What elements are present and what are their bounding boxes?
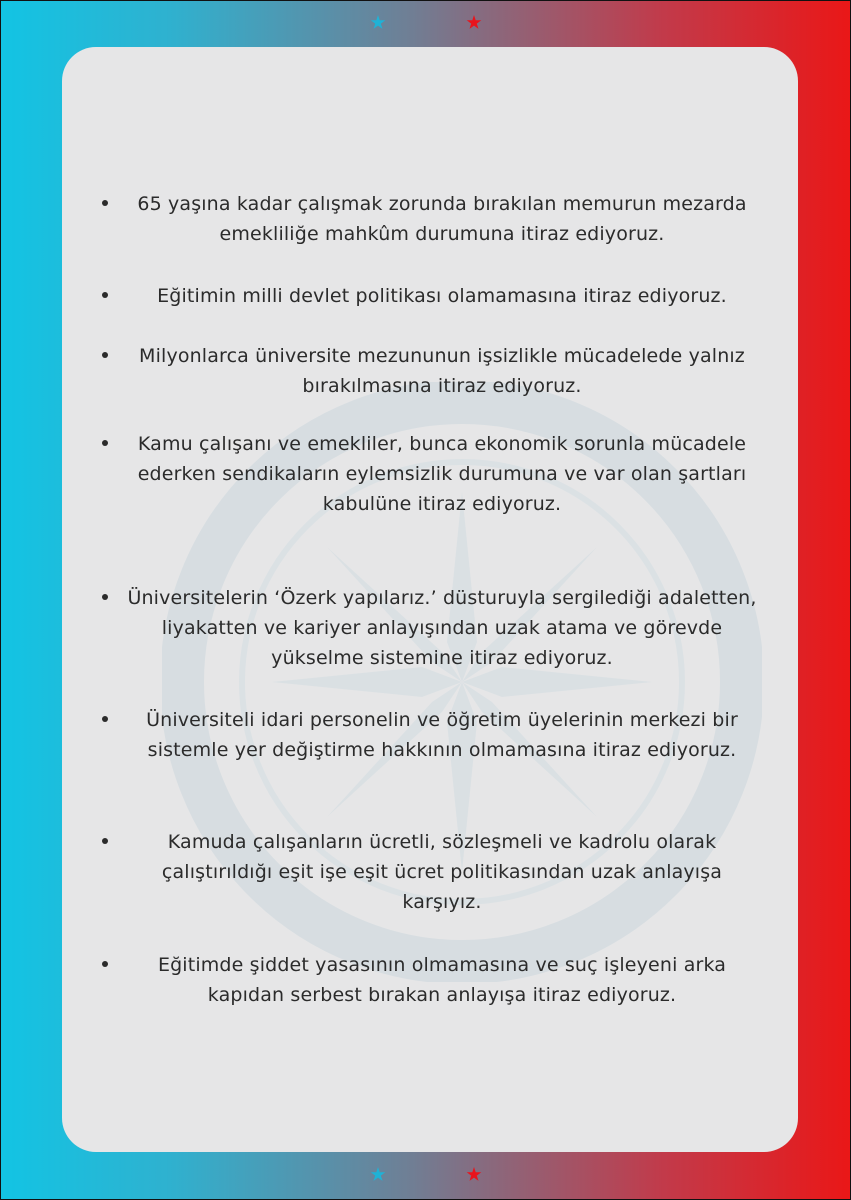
list-item-text: Kamu çalışanı ve emekliler, bunca ekonomik sorunla mücadele ederken sendikaların eylemsizlik durumuna ve var olan şartları kabulüne itiraz ediyoruz. [137,433,747,515]
bullet-icon [102,200,108,206]
list-item-text: Kamuda çalışanların ücretli, sözleşmeli ve kadrolu olarak çalıştırıldığı eşit işe eşit ücret politikasından uzak anlayışa karşıyız. [161,831,723,913]
list-item-text: Eğitimin milli devlet politikası olamamasına itiraz ediyoruz. [157,285,727,307]
content-card [62,47,798,1152]
list-item-text: 65 yaşına kadar çalışmak zorunda bırakılan memurun mezarda emekliliğe mahkûm durumuna itiraz ediyoruz. [137,193,747,245]
list-item [62,281,798,311]
list-item [62,583,798,673]
list-item-text: Üniversiteli idari personelin ve öğretim üyelerinin merkezi bir sistemle yer değiştirme hakkının olmamasına itiraz ediyoruz. [146,709,738,761]
list-item [62,341,798,401]
crescent-star-emblem-icon [366,5,486,45]
list-item [62,827,798,917]
list-item-text: Eğitimde şiddet yasasının olmamasına ve suç işleyeni arka kapıdan serbest bırakan anlayışa itiraz ediyoruz. [157,954,727,1006]
list-item-text: Üniversitelerin ‘Özerk yapılarız.’ düsturuyla sergilediği adaletten, liyakatten ve kariyer anlayışından uzak atama ve görevde yükselme sistemine itiraz ediyoruz. [127,587,757,669]
bullet-icon [102,961,108,967]
list-item [62,429,798,519]
bullet-icon [102,838,108,844]
bullet-icon [102,352,108,358]
list-item [62,189,798,249]
bullet-icon [102,292,108,298]
list-item [62,705,798,765]
list-item-text: Milyonlarca üniversite mezununun işsizlikle mücadelede yalnız bırakılmasına itiraz ediyoruz. [139,345,745,397]
list-item [62,950,798,1010]
bullet-icon [102,594,108,600]
bullet-icon [102,716,108,722]
crescent-star-emblem-icon [366,1157,486,1197]
bullet-icon [102,440,108,446]
